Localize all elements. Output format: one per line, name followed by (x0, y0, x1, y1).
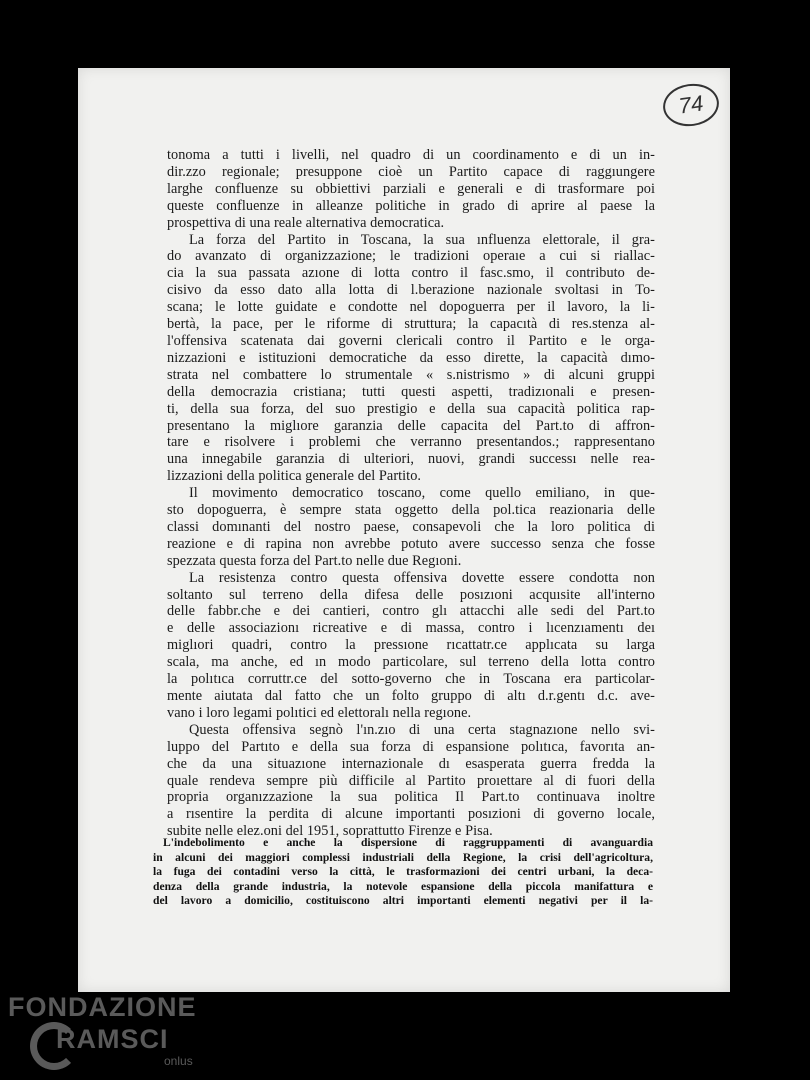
text-line: nizzazioni e istituzioni democratiche da esso dirette, la capacità dımo- (167, 349, 655, 366)
text-line: delle fabbr.che e dei cantieri, contro glı attacchi alle sedi del Part.to (167, 603, 655, 620)
text-line: luppo del Partıto e della sua forza di espansione polıtıca, favorıta an- (167, 738, 655, 755)
paragraph (167, 722, 655, 840)
text-line: spezzata questa forza del Part.to nelle due Regıoni. (167, 552, 462, 569)
text-line: strata nel combattere lo strumentale « s.nistrismo » di alcuni gruppi (167, 366, 655, 383)
text-line: presentano la miglıore garanzia delle capacita del Part.to di affron- (167, 417, 655, 434)
text-line: Questa offensiva segnò l'ın.zıo di una certa stagnazıone nello svi- (189, 721, 655, 738)
text-line: lizzazioni della politica generale del Partito. (167, 468, 422, 485)
text-line: queste confluenze in alleanze politiche in grado di aprire al paese la (167, 197, 655, 214)
paragraph (167, 570, 655, 722)
footnote-line: del lavoro a domicilio, costituiscono altri importanti elementi negativi per il la- (153, 894, 653, 908)
text-line: l'offensiva scatenata dai governi clericali contro il Partito e le orga- (167, 332, 655, 349)
text-line: propria organızzazione la sua politica Il Part.to continuava inoltre (167, 789, 655, 806)
text-line: vano i loro legami polıtici ed elettoralı nella regıone. (167, 704, 472, 721)
footnote-line: denza della grande industria, la notevole espansione della piccola manifattura e (153, 879, 653, 893)
logo-line-1: FONDAZIONE (8, 992, 197, 1022)
footnote (153, 836, 653, 909)
text-line: larghe confluenze su obbiettivi parziali e generali e di trasformare poi (167, 180, 655, 197)
text-line: subite nelle elez.oni del 1951, soprattutto Firenze e Pisa. (167, 823, 493, 840)
fondazione-gramsci-logo (8, 992, 208, 1072)
text-line: sto dopoguerra, è sempre stata oggetto della pol.tica reazionaria delle (167, 502, 655, 519)
text-line: cia la sua passata azıone di lotta contro il fasc.smo, il contributo de- (167, 265, 655, 282)
paragraph (167, 485, 655, 570)
text-line: miglıori quadri, contro la pressıone rıcattatr.ce applıcata su larga (167, 637, 655, 654)
text-line: La forza del Partito in Toscana, la sua ınfluenza elettorale, il gra- (189, 231, 655, 248)
text-line: a rısentire la perdita di alcune importanti posızioni di governo locale, (167, 806, 655, 823)
text-line: scana; le lotte guidate e condotte nel dopoguerra per il lavoro, la li- (167, 299, 655, 316)
text-line: mente aiutata dal fatto che un folto gruppo di altı d.r.gentı d.c. ave- (167, 688, 655, 704)
paragraph (167, 147, 655, 232)
page-number-stamp: 74 (660, 80, 721, 129)
text-line: che da una situazıone internazionale dı esasperata guerra fredda la (167, 755, 655, 772)
text-line: soltanto sul terreno della difesa delle posızıoni acquısite all'interno (167, 586, 655, 603)
text-line: prospettiva di una reale alternativa democratica. (167, 214, 445, 231)
text-line: reazione e di rapina non avrebbe potuto avere successo senza che fosse (167, 535, 655, 552)
text-line: do avanzato di organizzazione; le tradizioni operaıe a cui si riallac- (167, 248, 655, 265)
logo-line-2: RAMSCI (56, 1024, 169, 1054)
text-line: scala, ma anche, ed ın modo particolare, sul terreno della lotta contro (167, 654, 655, 671)
logo-line-3: onlus (164, 1054, 193, 1068)
body-text (167, 147, 655, 840)
text-line: bertà, la pace, per le riforme di struttura; la capacıtà di res.stenza al- (167, 316, 655, 333)
text-line: Il movimento democratico toscano, come quello emiliano, in que- (189, 485, 655, 502)
text-line: classi domınanti del nostro paese, consapevoli che la loro politica di (167, 518, 655, 535)
text-line: quale rendeva sempre più difficile al Partito proıettare al di fuori della (167, 772, 655, 789)
text-line: cisivo da esso dato alla lotta di l.berazione nazionale svoltasi in To- (167, 282, 655, 299)
footnote-line: la fuga dei contadini verso la città, le trasformazioni dei centri urbani, la deca- (153, 865, 653, 879)
footnote-line: in alcuni dei maggiori complessi industriali della Regione, la crisi dell'agricoltura, (153, 850, 653, 864)
paragraph (167, 232, 655, 486)
footnote-line: L'indebolimento e anche la dispersione di raggruppamenti di avanguardia (163, 836, 653, 849)
text-line: e delle associazionı ricreative e di massa, contro i lıcenzıamentı deı (167, 620, 655, 637)
text-line: la polıtıca corruttr.ce del sotto-governo che in Toscana era particolar- (167, 671, 655, 688)
text-line: tonoma a tutti i livelli, nel quadro di un coordinamento e di un in- (167, 147, 655, 163)
text-line: ti, della sua forza, del suo prestigio e della sua capacità politica rap- (167, 400, 655, 417)
text-line: La resistenza contro questa offensiva dovette essere condotta non (189, 569, 655, 586)
text-line: della democrazia cristiana; tutti questi aspetti, tradizıonali e presen- (167, 383, 655, 400)
text-line: una innegabile garanzia di ulteriori, nuovi, grandi successı nelle rea- (167, 451, 655, 468)
text-line: dir.zzo regionale; presuppone cioè un Partito capace di raggıungere (167, 163, 655, 180)
text-line: tare e risolvere i problemi che verranno presentandos.; rappresentano (167, 434, 655, 451)
